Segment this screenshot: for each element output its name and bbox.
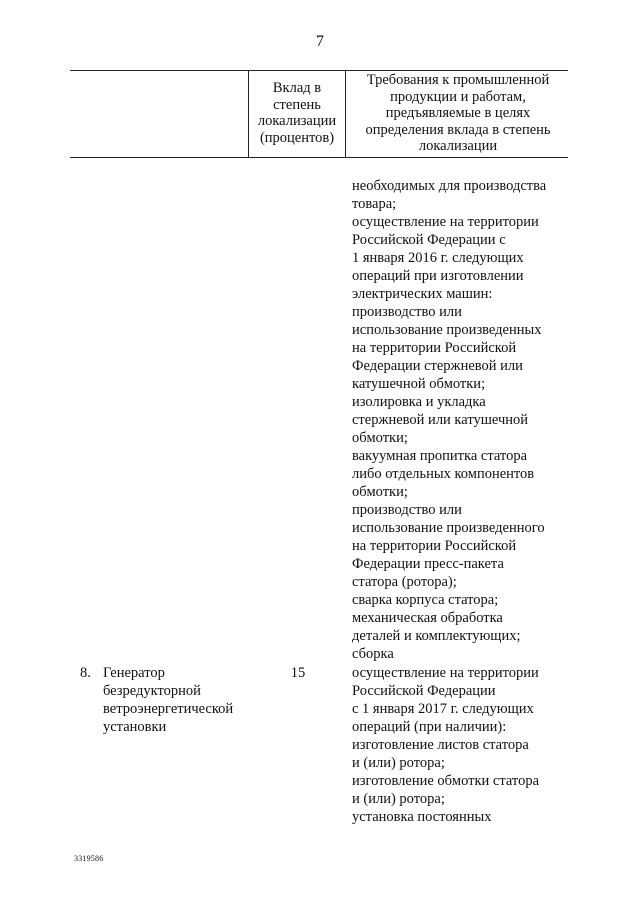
table-top-border xyxy=(70,70,568,71)
requirement-line: Федерации пресс-пакета xyxy=(352,556,504,572)
product-name-line: безредукторной xyxy=(103,683,201,699)
requirement-line: операций (при наличии): xyxy=(352,719,507,735)
requirement-line: деталей и комплектующих; xyxy=(352,628,521,644)
table-column-divider-right xyxy=(345,70,346,157)
requirement-line: и (или) ротора; xyxy=(352,791,445,807)
requirement-line: производство или xyxy=(352,304,462,320)
requirement-line: товара; xyxy=(352,196,397,212)
requirement-line: необходимых для производства xyxy=(352,178,547,194)
requirement-line: сварка корпуса статора; xyxy=(352,592,499,608)
requirement-line: Федерации стержневой или xyxy=(352,358,523,374)
requirement-line: стержневой или катушечной xyxy=(352,412,529,428)
requirement-line: сборка xyxy=(352,646,394,662)
requirement-line: Российской Федерации с xyxy=(352,232,506,248)
requirement-line: и (или) ротора; xyxy=(352,755,445,771)
requirement-line: вакуумная пропитка статора xyxy=(352,448,527,464)
requirement-line: изготовление обмотки статора xyxy=(352,773,540,789)
product-name-line: Генератор xyxy=(103,665,165,681)
requirement-line: электрических машин: xyxy=(352,286,493,302)
requirement-line: на территории Российской xyxy=(352,538,517,554)
requirement-line: обмотки; xyxy=(352,430,408,446)
requirement-line: катушечной обмотки; xyxy=(352,376,486,392)
requirement-line: использование произведенного xyxy=(352,520,545,536)
requirement-line: обмотки; xyxy=(352,484,408,500)
table-header-bottom-border xyxy=(70,157,568,158)
requirement-line: на территории Российской xyxy=(352,340,517,356)
requirement-line: с 1 января 2017 г. следующих xyxy=(352,701,534,717)
row-8-requirements xyxy=(352,664,539,826)
document-code: 3319586 xyxy=(74,854,104,863)
product-name-line: ветроэнергетической xyxy=(103,701,234,717)
header-requirements: Требования к промышленной продукции и работам, предъявляемые в целях определения вклада в степень локализации xyxy=(365,72,551,154)
requirement-line: осуществление на территории xyxy=(352,665,539,681)
requirement-line: Российской Федерации xyxy=(352,683,496,699)
table-column-divider-left xyxy=(248,70,249,157)
row-8-contribution: 15 xyxy=(290,665,306,681)
requirement-line: механическая обработка xyxy=(352,610,503,626)
header-contribution: Вклад в степень локализации (процентов) xyxy=(257,80,337,146)
product-name-line: установки xyxy=(103,719,167,735)
requirement-line: использование произведенных xyxy=(352,322,542,338)
requirement-line: 1 января 2016 г. следующих xyxy=(352,250,524,266)
row-8-number: 8. xyxy=(80,665,91,681)
page-number: 7 xyxy=(316,33,324,50)
requirement-line: осуществление на территории xyxy=(352,214,539,230)
continued-requirements xyxy=(352,177,546,663)
requirement-line: производство или xyxy=(352,502,462,518)
requirement-line: операций при изготовлении xyxy=(352,268,524,284)
requirement-line: изготовление листов статора xyxy=(352,737,529,753)
requirement-line: статора (ротора); xyxy=(352,574,457,590)
row-8-name xyxy=(103,664,233,736)
requirement-line: установка постоянных xyxy=(352,809,492,825)
requirement-line: либо отдельных компонентов xyxy=(352,466,535,482)
requirement-line: изолировка и укладка xyxy=(352,394,486,410)
